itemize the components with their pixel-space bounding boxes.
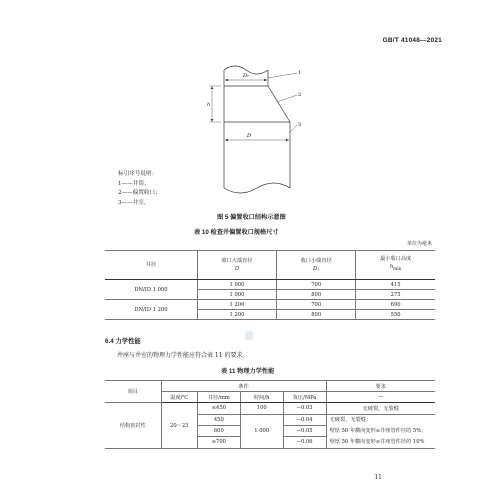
legend-item: 3——井室。	[118, 199, 150, 206]
cell-dia: ≥700	[197, 437, 240, 448]
watermark-icon	[245, 331, 253, 340]
cell-d1: 800	[277, 290, 356, 300]
cell-d: 1 200	[197, 300, 276, 310]
cell-req-notes: 无破裂，无裂缝； 壁厚 50 年横向变形≤井座管件径的 5%； 壁厚 50 年横向变形≤井座管件径的 10%	[326, 414, 435, 448]
table10	[105, 250, 435, 320]
th-d1: 收口小端直径 D₁	[277, 251, 356, 280]
cell-h: 275	[356, 290, 435, 300]
cell-load: −0.06	[283, 437, 326, 448]
standard-number: GB/T 41048—2021	[382, 37, 442, 44]
table10-unit: 单位为毫米	[406, 241, 432, 247]
cell-dia: ≤450	[197, 403, 240, 414]
cell-size: DN/ID 1 200	[105, 300, 197, 320]
figure-caption: 图 5 偏置收口结构示意图	[217, 214, 286, 221]
page-number: 11	[374, 474, 382, 481]
offset-closure-diagram	[195, 60, 315, 210]
cell-time: 1 000	[240, 414, 283, 448]
cell-d1: 800	[277, 310, 356, 320]
cell-req: 无破裂，无裂缝	[326, 403, 435, 414]
th-dia: 井径/mm	[197, 392, 240, 403]
label-d1: D₁	[243, 73, 250, 79]
table11	[105, 380, 435, 449]
legend-title: 标引序号说明：	[118, 171, 158, 177]
cell-load: −0.05	[283, 425, 326, 436]
table-row	[105, 403, 435, 414]
cell-d1: 700	[277, 300, 356, 310]
label-2: 2	[298, 92, 302, 98]
table10-caption: 表 10 检查井偏置收口规格尺寸	[194, 229, 279, 236]
section-paragraph: 井座与井室的物理力学性能应符合表 11 的要求。	[117, 352, 249, 359]
section-heading: 6.4 力学性能	[105, 338, 141, 345]
cell-dia: 600	[197, 425, 240, 436]
cell-time: 100	[240, 403, 283, 414]
cell-dia: 450	[197, 414, 240, 425]
label-3: 3	[298, 122, 302, 128]
label-1: 1	[298, 70, 302, 76]
th-load: 负压/MPa	[283, 392, 326, 403]
th-time: 时间/h	[240, 392, 283, 403]
cell-h: 550	[356, 310, 435, 320]
cell-h: 690	[356, 300, 435, 310]
th-d: 收口大端直径 D	[197, 251, 276, 280]
th-temp: 温度/℃	[161, 392, 197, 403]
table11-caption: 表 11 物理力学性能	[221, 368, 275, 375]
cell-h: 415	[356, 280, 435, 290]
cell-d1: 700	[277, 280, 356, 290]
th-item: 项目	[105, 381, 161, 403]
th-dash: —	[326, 392, 435, 403]
cell-load: −0.03	[283, 403, 326, 414]
figure-legend	[118, 170, 161, 208]
th-req: 要求	[326, 381, 435, 392]
cell-load: −0.04	[283, 414, 326, 425]
th-size: 井径	[105, 251, 197, 280]
cell-d: 1 200	[197, 310, 276, 320]
table-row	[105, 300, 435, 310]
cell-d: 1 000	[197, 290, 276, 300]
label-h: h	[207, 102, 211, 108]
cell-d: 1 000	[197, 280, 276, 290]
cell-size: DN/ID 1 000	[105, 280, 197, 300]
th-cond: 条件	[161, 381, 326, 392]
label-d: D	[247, 133, 252, 139]
cell-item: 结构密封性	[105, 403, 161, 448]
th-h: 最小收口高度 $h_{min}$	[356, 251, 435, 280]
table-row	[105, 280, 435, 290]
legend-item: 1——井筒；	[118, 180, 150, 187]
legend-item: 2——偏置收口；	[118, 190, 161, 196]
cell-temp: 20～23	[161, 403, 197, 448]
